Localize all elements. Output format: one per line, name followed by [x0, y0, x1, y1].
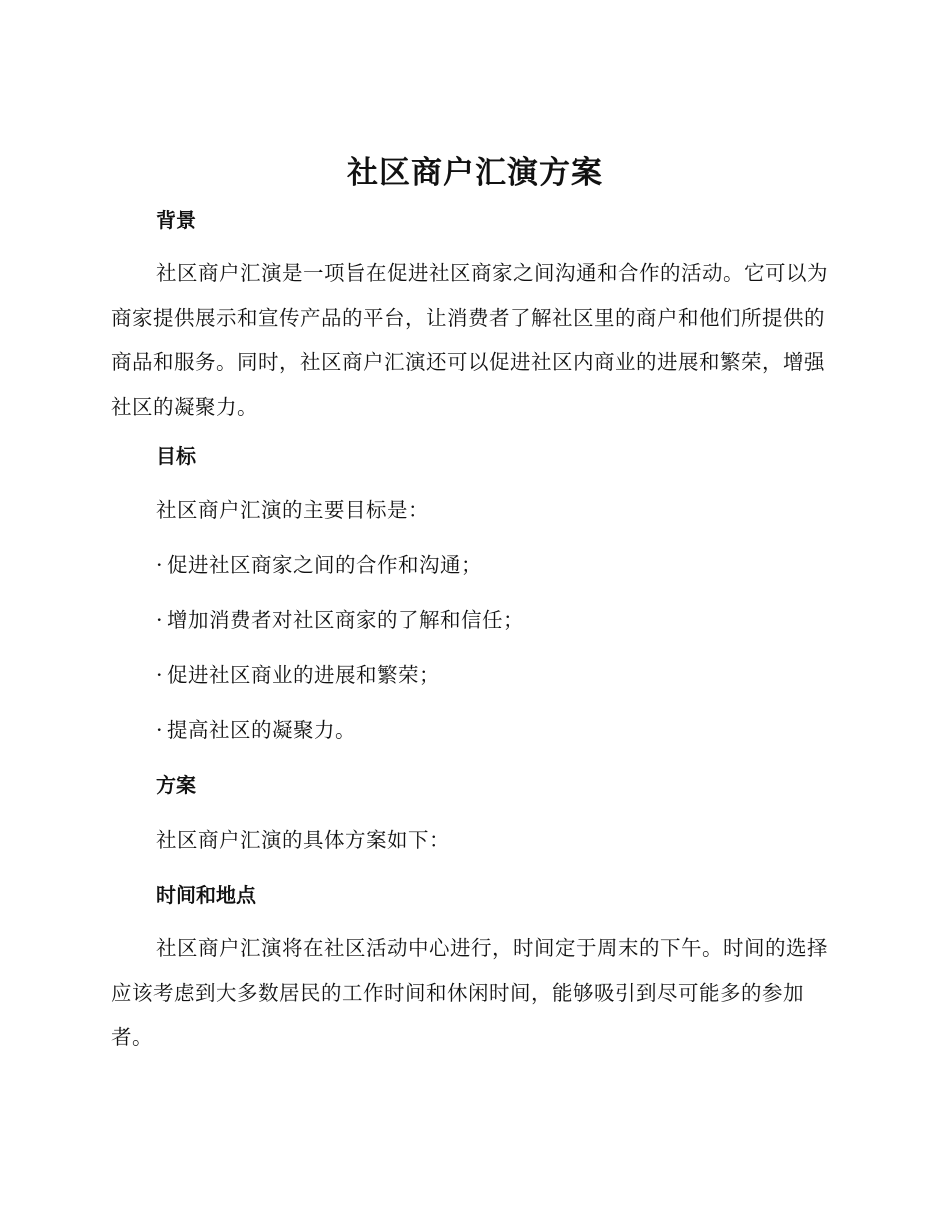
list-item	[156, 605, 524, 635]
document-title: 社区商户汇演方案	[347, 155, 603, 191]
paragraph-time-place: 社区商户汇演将在社区活动中心进行，时间定于周末的下午。时间的选择应该考虑到大多数居民的工作时间和休闲时间，能够吸引到尽可能多的参加者。	[111, 936, 828, 1049]
bullet-icon: ·	[156, 553, 164, 577]
heading-plan: 方案	[156, 773, 196, 797]
list-item	[156, 715, 356, 745]
list-item-text: 提高社区的凝聚力。	[167, 718, 357, 742]
bullet-icon: ·	[156, 608, 164, 632]
heading-goals: 目标	[156, 444, 196, 468]
heading-background: 背景	[156, 208, 196, 232]
bullet-icon: ·	[156, 663, 164, 687]
list-item-text: 促进社区商家之间的合作和沟通；	[167, 553, 483, 577]
bullet-icon: ·	[156, 718, 164, 742]
list-item	[156, 660, 440, 690]
list-item-text: 增加消费者对社区商家的了解和信任；	[167, 608, 525, 632]
goals-intro: 社区商户汇演的主要目标是：	[156, 498, 429, 522]
paragraph-background: 社区商户汇演是一项旨在促进社区商家之间沟通和合作的活动。它可以为商家提供展示和宣传产品的平台，让消费者了解社区里的商户和他们所提供的商品和服务。同时，社区商户汇演还可以促进社区内商业的进展和繁荣，增强社区的凝聚力。	[111, 261, 828, 419]
list-item-text: 促进社区商业的进展和繁荣；	[167, 663, 441, 687]
heading-time-place: 时间和地点	[156, 883, 256, 907]
plan-intro: 社区商户汇演的具体方案如下：	[156, 828, 450, 852]
list-item	[156, 550, 482, 580]
